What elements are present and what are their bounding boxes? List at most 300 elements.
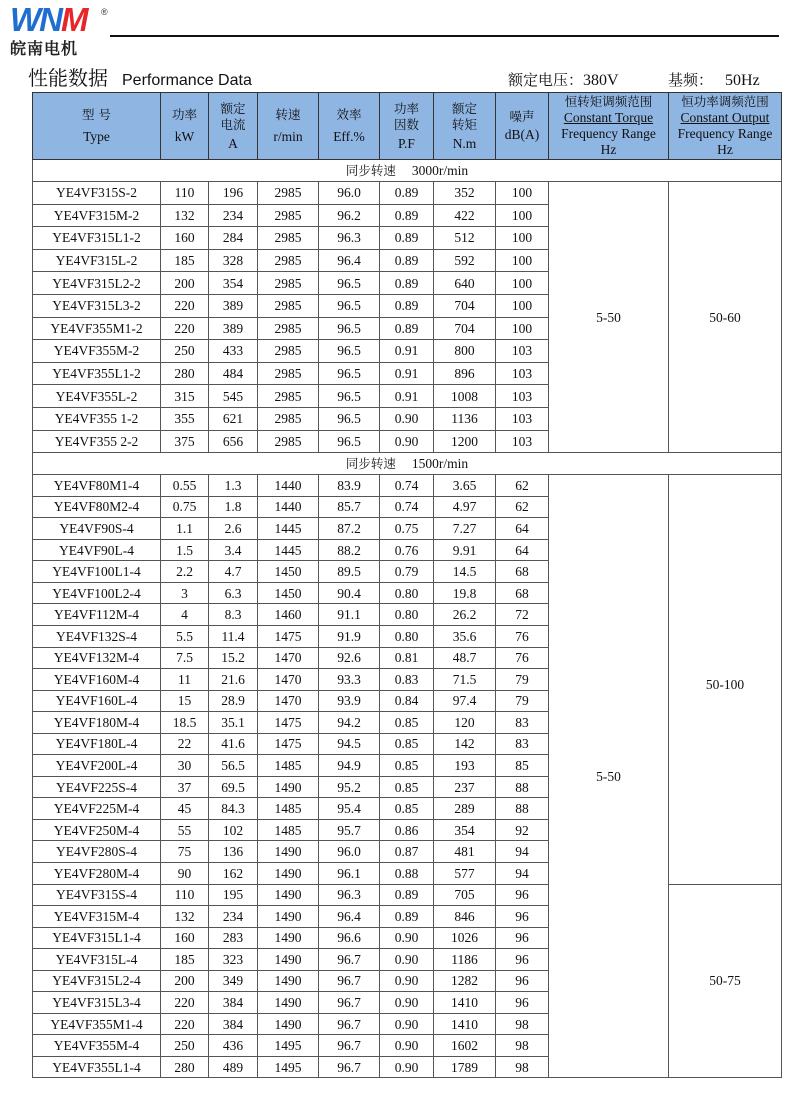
cell-speed: 1470	[258, 690, 319, 712]
cell-noise: 103	[496, 340, 549, 363]
cell-efficiency: 96.5	[319, 407, 380, 430]
cell-torque: 1789	[434, 1056, 496, 1078]
cell-current: 484	[209, 362, 258, 385]
cell-current: 433	[209, 340, 258, 363]
cell-torque: 1026	[434, 927, 496, 949]
cell-efficiency: 96.6	[319, 927, 380, 949]
cell-noise: 62	[496, 475, 549, 497]
cell-current: 35.1	[209, 712, 258, 734]
cell-type: YE4VF315L-2	[33, 249, 161, 272]
cell-power: 3	[161, 582, 209, 604]
cell-torque: 846	[434, 906, 496, 928]
cell-speed: 1460	[258, 604, 319, 626]
cell-power: 220	[161, 294, 209, 317]
cell-speed: 2985	[258, 385, 319, 408]
cell-current: 136	[209, 841, 258, 863]
cell-type: YE4VF315L3-4	[33, 992, 161, 1014]
cell-current: 162	[209, 862, 258, 884]
cell-efficiency: 96.3	[319, 227, 380, 250]
cell-type: YE4VF355M-2	[33, 340, 161, 363]
cell-current: 41.6	[209, 733, 258, 755]
cell-type: YE4VF90S-4	[33, 518, 161, 540]
cell-efficiency: 85.7	[319, 496, 380, 518]
cell-power-factor: 0.85	[380, 755, 434, 777]
cell-type: YE4VF315L1-2	[33, 227, 161, 250]
cell-noise: 85	[496, 755, 549, 777]
cell-speed: 1490	[258, 927, 319, 949]
cell-noise: 103	[496, 430, 549, 453]
rated-voltage-label: 额定电压：	[508, 71, 584, 89]
cell-power-factor: 0.80	[380, 582, 434, 604]
cell-speed: 2985	[258, 204, 319, 227]
cell-power: 280	[161, 362, 209, 385]
cell-power: 7.5	[161, 647, 209, 669]
cell-efficiency: 83.9	[319, 475, 380, 497]
cell-efficiency: 96.3	[319, 884, 380, 906]
constant-output-range: 50-75	[669, 884, 782, 1078]
cell-torque: 9.91	[434, 539, 496, 561]
col-constant-output: 恒功率调频范围 Constant Output Frequency Range Hz	[669, 93, 782, 160]
cell-type: YE4VF100L2-4	[33, 582, 161, 604]
cell-efficiency: 87.2	[319, 518, 380, 540]
constant-output-range: 50-100	[669, 475, 782, 884]
cell-current: 4.7	[209, 561, 258, 583]
constant-torque-range: 5-50	[549, 475, 669, 1078]
cell-power: 250	[161, 1035, 209, 1057]
cell-noise: 100	[496, 182, 549, 205]
cell-power: 375	[161, 430, 209, 453]
cell-type: YE4VF80M1-4	[33, 475, 161, 497]
cell-power-factor: 0.89	[380, 182, 434, 205]
cell-noise: 88	[496, 798, 549, 820]
cell-speed: 1490	[258, 970, 319, 992]
cell-torque: 7.27	[434, 518, 496, 540]
cell-power: 160	[161, 227, 209, 250]
cell-type: YE4VF200L-4	[33, 755, 161, 777]
cell-current: 3.4	[209, 539, 258, 561]
logo-wordmark	[10, 2, 86, 38]
cell-torque: 14.5	[434, 561, 496, 583]
col-type: 型 号 Type	[33, 93, 161, 160]
cell-torque: 481	[434, 841, 496, 863]
cell-power: 185	[161, 249, 209, 272]
cell-torque: 1186	[434, 949, 496, 971]
cell-current: 196	[209, 182, 258, 205]
cell-current: 234	[209, 204, 258, 227]
cell-speed: 1470	[258, 669, 319, 691]
cell-torque: 1602	[434, 1035, 496, 1057]
cell-efficiency: 95.7	[319, 819, 380, 841]
cell-power-factor: 0.85	[380, 712, 434, 734]
table-row	[33, 884, 782, 906]
cell-type: YE4VF225M-4	[33, 798, 161, 820]
cell-power: 132	[161, 204, 209, 227]
cell-speed: 2985	[258, 182, 319, 205]
cell-power-factor: 0.89	[380, 906, 434, 928]
cell-speed: 1490	[258, 949, 319, 971]
cell-type: YE4VF280M-4	[33, 862, 161, 884]
cell-power-factor: 0.91	[380, 362, 434, 385]
title-cn: 性能数据	[28, 66, 108, 90]
cell-power-factor: 0.90	[380, 407, 434, 430]
cell-power-factor: 0.85	[380, 733, 434, 755]
cell-speed: 2985	[258, 294, 319, 317]
cell-efficiency: 96.7	[319, 949, 380, 971]
cell-efficiency: 96.7	[319, 1035, 380, 1057]
cell-power: 0.55	[161, 475, 209, 497]
cell-speed: 1485	[258, 755, 319, 777]
cell-power-factor: 0.89	[380, 249, 434, 272]
cell-current: 384	[209, 1013, 258, 1035]
cell-current: 11.4	[209, 625, 258, 647]
cell-power: 11	[161, 669, 209, 691]
col-constant-torque: 恒转矩调频范围 Constant Torque Frequency Range Hz	[549, 93, 669, 160]
cell-power: 75	[161, 841, 209, 863]
cell-torque: 1282	[434, 970, 496, 992]
cell-current: 102	[209, 819, 258, 841]
cell-type: YE4VF112M-4	[33, 604, 161, 626]
cell-power-factor: 0.90	[380, 430, 434, 453]
cell-efficiency: 96.7	[319, 992, 380, 1014]
cell-noise: 68	[496, 582, 549, 604]
cell-torque: 26.2	[434, 604, 496, 626]
cell-type: YE4VF100L1-4	[33, 561, 161, 583]
cell-noise: 100	[496, 294, 549, 317]
cell-power-factor: 0.76	[380, 539, 434, 561]
page-title	[28, 66, 252, 93]
cell-noise: 79	[496, 690, 549, 712]
cell-noise: 96	[496, 906, 549, 928]
table-row	[33, 475, 782, 497]
cell-noise: 64	[496, 539, 549, 561]
cell-power: 220	[161, 1013, 209, 1035]
cell-power: 37	[161, 776, 209, 798]
cell-noise: 96	[496, 927, 549, 949]
cell-power-factor: 0.90	[380, 1013, 434, 1035]
cell-torque: 1200	[434, 430, 496, 453]
cell-torque: 1136	[434, 407, 496, 430]
cell-efficiency: 91.1	[319, 604, 380, 626]
cell-speed: 1490	[258, 1013, 319, 1035]
cell-speed: 2985	[258, 272, 319, 295]
cell-power-factor: 0.90	[380, 1056, 434, 1078]
cell-noise: 100	[496, 204, 549, 227]
cell-torque: 800	[434, 340, 496, 363]
cell-speed: 1440	[258, 496, 319, 518]
cell-current: 284	[209, 227, 258, 250]
cell-speed: 1495	[258, 1035, 319, 1057]
cell-efficiency: 96.7	[319, 1013, 380, 1035]
synchronous-speed	[33, 160, 782, 182]
cell-type: YE4VF315S-4	[33, 884, 161, 906]
cell-torque: 704	[434, 294, 496, 317]
cell-torque: 512	[434, 227, 496, 250]
cell-torque: 142	[434, 733, 496, 755]
cell-power-factor: 0.85	[380, 776, 434, 798]
cell-torque: 120	[434, 712, 496, 734]
cell-torque: 640	[434, 272, 496, 295]
cell-power-factor: 0.89	[380, 227, 434, 250]
cell-efficiency: 93.3	[319, 669, 380, 691]
logo-text-blue: WN	[10, 1, 61, 38]
cell-power-factor: 0.89	[380, 294, 434, 317]
constant-torque-range: 5-50	[549, 182, 669, 453]
cell-noise: 83	[496, 712, 549, 734]
sync-speed-label: 同步转速	[345, 163, 396, 178]
cell-efficiency: 96.0	[319, 182, 380, 205]
cell-noise: 92	[496, 819, 549, 841]
cell-power: 132	[161, 906, 209, 928]
cell-noise: 76	[496, 625, 549, 647]
cell-current: 8.3	[209, 604, 258, 626]
cell-type: YE4VF315M-2	[33, 204, 161, 227]
cell-power-factor: 0.83	[380, 669, 434, 691]
cell-efficiency: 96.5	[319, 294, 380, 317]
cell-power: 220	[161, 992, 209, 1014]
cell-power: 220	[161, 317, 209, 340]
cell-torque: 4.97	[434, 496, 496, 518]
cell-efficiency: 96.7	[319, 1056, 380, 1078]
cell-noise: 98	[496, 1056, 549, 1078]
cell-torque: 1410	[434, 1013, 496, 1035]
cell-power: 45	[161, 798, 209, 820]
cell-power-factor: 0.80	[380, 625, 434, 647]
cell-power: 2.2	[161, 561, 209, 583]
cell-efficiency: 96.5	[319, 385, 380, 408]
cell-power: 15	[161, 690, 209, 712]
cell-current: 234	[209, 906, 258, 928]
cell-type: YE4VF250M-4	[33, 819, 161, 841]
cell-current: 2.6	[209, 518, 258, 540]
cell-speed: 2985	[258, 362, 319, 385]
cell-type: YE4VF315L3-2	[33, 294, 161, 317]
cell-noise: 96	[496, 884, 549, 906]
cell-power: 185	[161, 949, 209, 971]
cell-efficiency: 89.5	[319, 561, 380, 583]
cell-torque: 354	[434, 819, 496, 841]
cell-power: 280	[161, 1056, 209, 1078]
cell-power-factor: 0.74	[380, 475, 434, 497]
constant-output-range: 50-60	[669, 182, 782, 453]
cell-current: 21.6	[209, 669, 258, 691]
cell-noise: 98	[496, 1013, 549, 1035]
cell-noise: 94	[496, 862, 549, 884]
cell-current: 349	[209, 970, 258, 992]
cell-speed: 1440	[258, 475, 319, 497]
cell-speed: 1490	[258, 841, 319, 863]
cell-torque: 97.4	[434, 690, 496, 712]
cell-power-factor: 0.90	[380, 927, 434, 949]
cell-type: YE4VF355L1-4	[33, 1056, 161, 1078]
cell-type: YE4VF355L1-2	[33, 362, 161, 385]
cell-power: 200	[161, 272, 209, 295]
cell-current: 545	[209, 385, 258, 408]
cell-current: 15.2	[209, 647, 258, 669]
cell-current: 6.3	[209, 582, 258, 604]
cell-torque: 705	[434, 884, 496, 906]
performance-table	[32, 92, 782, 1078]
cell-speed: 1490	[258, 776, 319, 798]
cell-power-factor: 0.84	[380, 690, 434, 712]
cell-efficiency: 96.5	[319, 340, 380, 363]
cell-torque: 48.7	[434, 647, 496, 669]
cell-speed: 1445	[258, 539, 319, 561]
cell-current: 28.9	[209, 690, 258, 712]
cell-power: 110	[161, 182, 209, 205]
cell-power: 110	[161, 884, 209, 906]
cell-efficiency: 96.5	[319, 362, 380, 385]
cell-speed: 2985	[258, 249, 319, 272]
base-frequency	[668, 70, 760, 91]
cell-power-factor: 0.91	[380, 340, 434, 363]
cell-torque: 592	[434, 249, 496, 272]
cell-efficiency: 96.4	[319, 906, 380, 928]
cell-type: YE4VF315L1-4	[33, 927, 161, 949]
logo-text-red: M	[60, 1, 87, 38]
cell-torque: 3.65	[434, 475, 496, 497]
cell-current: 283	[209, 927, 258, 949]
cell-power: 160	[161, 927, 209, 949]
col-efficiency: 效率 Eff.%	[319, 93, 380, 160]
cell-torque: 35.6	[434, 625, 496, 647]
cell-torque: 704	[434, 317, 496, 340]
cell-noise: 96	[496, 992, 549, 1014]
cell-noise: 83	[496, 733, 549, 755]
cell-power-factor: 0.90	[380, 949, 434, 971]
cell-speed: 1490	[258, 992, 319, 1014]
cell-efficiency: 90.4	[319, 582, 380, 604]
cell-speed: 2985	[258, 340, 319, 363]
sync-speed-value: 1500r/min	[411, 456, 469, 472]
cell-power: 5.5	[161, 625, 209, 647]
cell-power: 355	[161, 407, 209, 430]
cell-power: 1.1	[161, 518, 209, 540]
cell-speed: 1475	[258, 733, 319, 755]
cell-power: 55	[161, 819, 209, 841]
cell-speed: 1450	[258, 561, 319, 583]
cell-noise: 100	[496, 249, 549, 272]
cell-type: YE4VF90L-4	[33, 539, 161, 561]
cell-efficiency: 91.9	[319, 625, 380, 647]
cell-speed: 1445	[258, 518, 319, 540]
cell-power-factor: 0.80	[380, 604, 434, 626]
header-divider	[110, 35, 779, 37]
cell-type: YE4VF180M-4	[33, 712, 161, 734]
cell-type: YE4VF132S-4	[33, 625, 161, 647]
sync-speed-value: 3000r/min	[411, 163, 469, 178]
cell-current: 621	[209, 407, 258, 430]
cell-speed: 1470	[258, 647, 319, 669]
cell-efficiency: 95.4	[319, 798, 380, 820]
cell-efficiency: 96.2	[319, 204, 380, 227]
cell-power-factor: 0.75	[380, 518, 434, 540]
cell-torque: 237	[434, 776, 496, 798]
cell-speed: 1490	[258, 862, 319, 884]
cell-type: YE4VF315L2-4	[33, 970, 161, 992]
cell-noise: 76	[496, 647, 549, 669]
cell-efficiency: 96.5	[319, 317, 380, 340]
cell-power: 250	[161, 340, 209, 363]
cell-power-factor: 0.90	[380, 970, 434, 992]
cell-type: YE4VF355 2-2	[33, 430, 161, 453]
cell-noise: 62	[496, 496, 549, 518]
cell-noise: 100	[496, 317, 549, 340]
cell-power-factor: 0.91	[380, 385, 434, 408]
company-name: 皖南电机	[10, 39, 79, 58]
rated-voltage-value: 380V	[583, 72, 619, 89]
cell-speed: 1475	[258, 712, 319, 734]
cell-efficiency: 93.9	[319, 690, 380, 712]
cell-speed: 1450	[258, 582, 319, 604]
sync-speed-label: 同步转速	[345, 456, 396, 472]
cell-power-factor: 0.90	[380, 1035, 434, 1057]
base-frequency-value: 50Hz	[725, 72, 760, 89]
cell-power-factor: 0.88	[380, 862, 434, 884]
cell-type: YE4VF225S-4	[33, 776, 161, 798]
cell-torque: 71.5	[434, 669, 496, 691]
cell-power-factor: 0.89	[380, 272, 434, 295]
cell-power-factor: 0.89	[380, 204, 434, 227]
col-noise: 噪声 dB(A)	[496, 93, 549, 160]
cell-speed: 2985	[258, 430, 319, 453]
col-current: 额定 电流 A	[209, 93, 258, 160]
cell-power: 4	[161, 604, 209, 626]
cell-type: YE4VF355M-4	[33, 1035, 161, 1057]
cell-efficiency: 96.5	[319, 272, 380, 295]
cell-noise: 64	[496, 518, 549, 540]
cell-power: 200	[161, 970, 209, 992]
cell-current: 328	[209, 249, 258, 272]
cell-current: 323	[209, 949, 258, 971]
cell-torque: 193	[434, 755, 496, 777]
cell-efficiency: 96.5	[319, 430, 380, 453]
cell-torque: 289	[434, 798, 496, 820]
cell-torque: 352	[434, 182, 496, 205]
cell-current: 69.5	[209, 776, 258, 798]
cell-type: YE4VF315L2-2	[33, 272, 161, 295]
cell-current: 1.8	[209, 496, 258, 518]
cell-type: YE4VF80M2-4	[33, 496, 161, 518]
cell-type: YE4VF355 1-2	[33, 407, 161, 430]
rated-voltage	[508, 70, 619, 91]
cell-type: YE4VF280S-4	[33, 841, 161, 863]
cell-type: YE4VF315M-4	[33, 906, 161, 928]
cell-type: YE4VF355L-2	[33, 385, 161, 408]
cell-speed: 2985	[258, 227, 319, 250]
registered-mark: ®	[101, 7, 108, 17]
cell-current: 384	[209, 992, 258, 1014]
cell-power-factor: 0.79	[380, 561, 434, 583]
cell-current: 195	[209, 884, 258, 906]
cell-noise: 96	[496, 970, 549, 992]
cell-noise: 88	[496, 776, 549, 798]
cell-power-factor: 0.87	[380, 841, 434, 863]
cell-efficiency: 94.5	[319, 733, 380, 755]
cell-noise: 98	[496, 1035, 549, 1057]
cell-power: 18.5	[161, 712, 209, 734]
cell-type: YE4VF132M-4	[33, 647, 161, 669]
company-logo	[8, 2, 108, 60]
cell-current: 56.5	[209, 755, 258, 777]
cell-power: 90	[161, 862, 209, 884]
cell-torque: 422	[434, 204, 496, 227]
cell-efficiency: 94.2	[319, 712, 380, 734]
cell-noise: 79	[496, 669, 549, 691]
cell-power-factor: 0.86	[380, 819, 434, 841]
cell-current: 354	[209, 272, 258, 295]
col-speed: 转速 r/min	[258, 93, 319, 160]
cell-speed: 2985	[258, 407, 319, 430]
